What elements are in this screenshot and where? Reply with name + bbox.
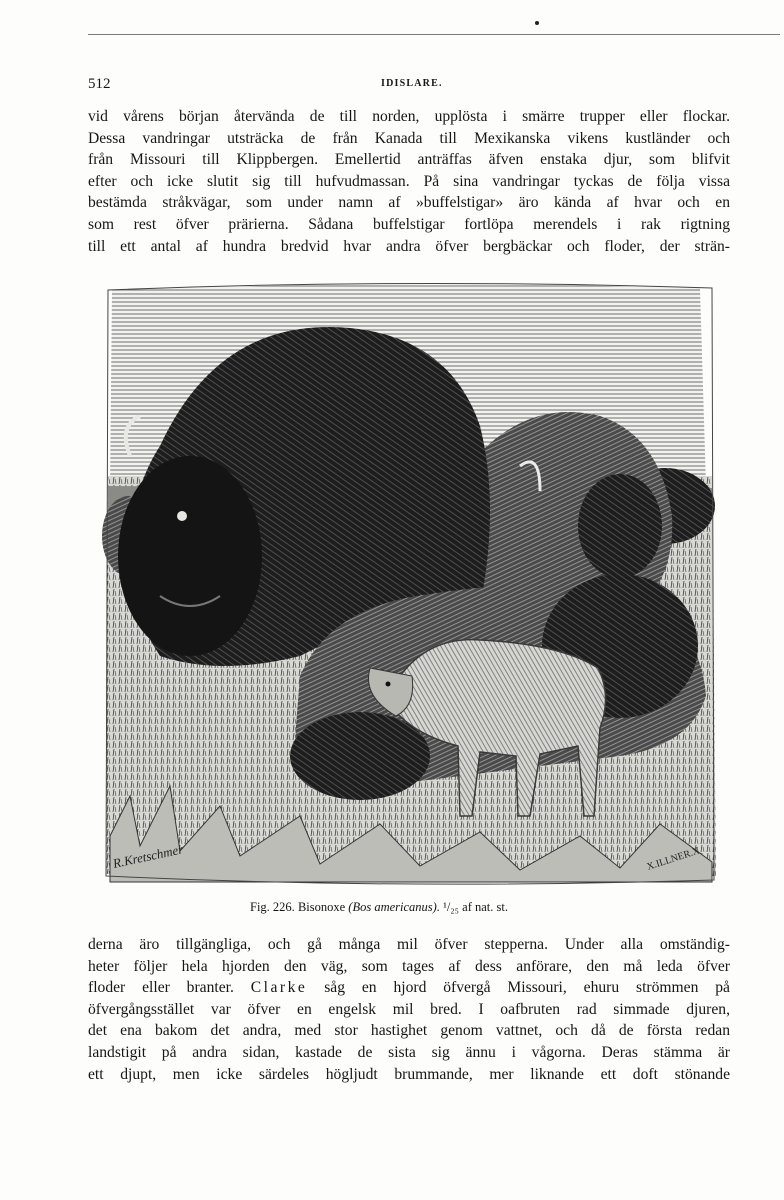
text-line: vid vårens början återvända de till norden, upplösta i smärre trupper eller flockar. bbox=[88, 108, 730, 125]
running-head: IDISLARE. bbox=[381, 78, 443, 89]
text-segment: såg en hjord öfvergå Missouri, ehuru strömmen på bbox=[324, 979, 730, 997]
figure-caption bbox=[250, 900, 508, 915]
bison-engraving bbox=[100, 276, 722, 894]
caption-common-name: Bisonoxe bbox=[297, 900, 346, 914]
text-line: som rest öfver prärierna. Sådana buffelstigar fortlöpa merendels i rak rigtning bbox=[88, 215, 730, 233]
page-number: 512 bbox=[88, 76, 111, 92]
text-line: Dessa vandringar utsträcka de från Kanada till Mexikanska vikens kustländer och bbox=[88, 129, 730, 147]
engraver-signature-left: R.Kretschmer bbox=[111, 841, 185, 871]
engraver-signature-right: X.ILLNER.X bbox=[645, 845, 702, 873]
text-line: från Missouri till Klippbergen. Emellertid anträffas äfven enstaka djur, som blifvit bbox=[88, 151, 730, 169]
bottom-paragraph bbox=[88, 934, 730, 1085]
text-line: det ena bakom det andra, med stor hastighet genom vattnet, och då de första redan bbox=[88, 1022, 730, 1040]
top-paragraph bbox=[88, 106, 730, 257]
caption-scale: ¹/₂₅ af nat. st. bbox=[443, 900, 508, 914]
text-line: till ett antal af hundra bredvid hvar andra öfver bergbäckar och floder, der strän- bbox=[88, 237, 730, 255]
page-header bbox=[88, 76, 730, 94]
text-line bbox=[88, 977, 730, 999]
scan-edge-rule bbox=[88, 34, 780, 35]
text-line: efter och icke slutit sig till hufvudmassan. På sina vandringar tyckas de följa vissa bbox=[88, 172, 730, 190]
text-line: derna äro tillgängliga, och gå många mil öfver stepperna. Under alla omständig- bbox=[88, 936, 730, 953]
text-line: landstigit på andra sidan, kastade de sista sig ännu i vågorna. Deras stämma är bbox=[88, 1043, 730, 1061]
caption-figure-number: Fig. 226. bbox=[250, 900, 295, 914]
scan-speck bbox=[535, 21, 539, 25]
text-line: heter följer hela hjorden den väg, som tages af dess anförare, den må leda öfver bbox=[88, 957, 730, 975]
text-segment: floder eller branter. bbox=[88, 979, 234, 997]
text-line: bestämda stråkvägar, som under namn af »buffelstigar» äro kända af hvar och en bbox=[88, 194, 730, 212]
text-line: ett djupt, men icke särdeles högljudt brummande, mer liknande ett doft stönande bbox=[88, 1065, 730, 1083]
person-name-clarke: Clarke bbox=[250, 979, 308, 997]
text-line: öfvergångsstället var öfver en engelsk mil bred. I oafbruten rad simmade djuren, bbox=[88, 1000, 730, 1018]
caption-latin-name: (Bos americanus). bbox=[348, 900, 440, 914]
